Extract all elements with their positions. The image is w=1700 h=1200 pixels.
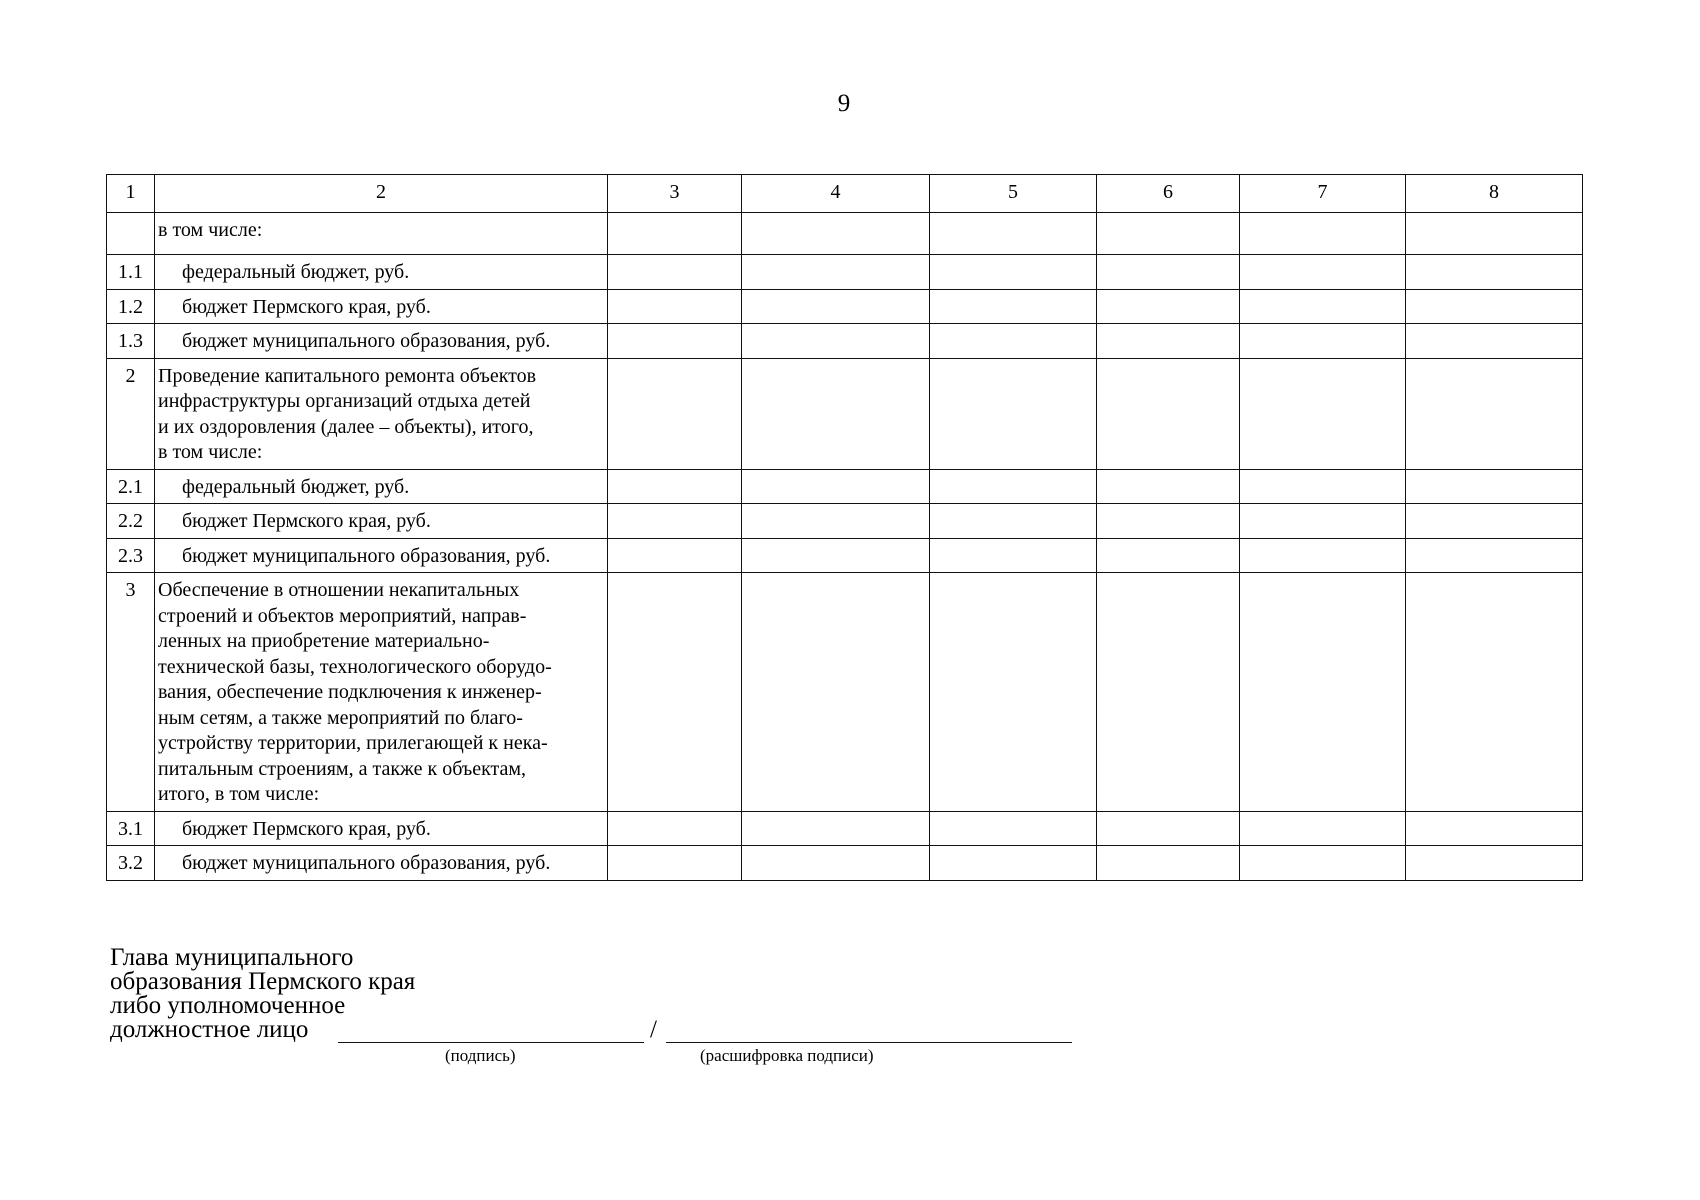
value-cell[interactable] xyxy=(608,324,742,359)
row-number-cell: 2.3 xyxy=(107,538,155,573)
value-cell[interactable] xyxy=(1240,289,1406,324)
value-cell[interactable] xyxy=(742,213,930,255)
row-description-cell: бюджет Пермского края, руб. xyxy=(155,504,608,539)
description-line: строений и объектов мероприятий, направ- xyxy=(158,604,527,627)
value-cell[interactable] xyxy=(1097,324,1240,359)
signature-title-line: либо уполномоченное xyxy=(110,992,346,1019)
description-line: устройству территории, прилегающей к нека- xyxy=(158,732,548,754)
value-cell[interactable] xyxy=(930,255,1097,290)
row-number-cell: 3 xyxy=(107,573,155,812)
row-description-cell: в том числе: xyxy=(155,213,608,255)
value-cell[interactable] xyxy=(608,289,742,324)
row-description-cell: бюджет муниципального образования, руб. xyxy=(155,846,608,881)
value-cell[interactable] xyxy=(608,358,742,469)
signature-decoding-caption: (расшифровка подписи) xyxy=(700,1046,874,1065)
value-cell[interactable] xyxy=(1097,811,1240,846)
value-cell[interactable] xyxy=(930,538,1097,573)
value-cell[interactable] xyxy=(1097,289,1240,324)
table-row xyxy=(107,573,1583,812)
value-cell[interactable] xyxy=(930,469,1097,504)
value-cell[interactable] xyxy=(1406,538,1583,573)
row-number-cell: 1.3 xyxy=(107,324,155,359)
description-line: и их оздоровления (далее – объекты), итого, xyxy=(158,415,534,438)
value-cell[interactable] xyxy=(930,324,1097,359)
value-cell[interactable] xyxy=(930,289,1097,324)
value-cell[interactable] xyxy=(1097,358,1240,469)
value-cell[interactable] xyxy=(1406,846,1583,881)
description-line: вания, обеспечение подключения к инженер- xyxy=(158,681,542,703)
value-cell[interactable] xyxy=(1240,538,1406,573)
signature-line[interactable] xyxy=(338,1042,644,1043)
signature-title-line: Глава муниципального xyxy=(110,944,354,971)
header-cell: 8 xyxy=(1406,175,1583,213)
value-cell[interactable] xyxy=(1097,504,1240,539)
value-cell[interactable] xyxy=(742,504,930,539)
value-cell[interactable] xyxy=(1097,538,1240,573)
row-description-cell: бюджет муниципального образования, руб. xyxy=(155,538,608,573)
value-cell[interactable] xyxy=(608,811,742,846)
value-cell[interactable] xyxy=(1240,846,1406,881)
row-number-cell: 2.2 xyxy=(107,504,155,539)
value-cell[interactable] xyxy=(1406,255,1583,290)
row-description-cell xyxy=(155,358,608,469)
value-cell[interactable] xyxy=(608,213,742,255)
row-description-cell: бюджет муниципального образования, руб. xyxy=(155,324,608,359)
budget-table xyxy=(106,174,1583,881)
row-description-cell: бюджет Пермского края, руб. xyxy=(155,811,608,846)
value-cell[interactable] xyxy=(1240,255,1406,290)
value-cell[interactable] xyxy=(930,846,1097,881)
table-row xyxy=(107,469,1583,504)
header-cell: 3 xyxy=(608,175,742,213)
value-cell[interactable] xyxy=(608,255,742,290)
value-cell[interactable] xyxy=(742,573,930,812)
value-cell[interactable] xyxy=(742,289,930,324)
value-cell[interactable] xyxy=(930,358,1097,469)
value-cell[interactable] xyxy=(608,573,742,812)
value-cell[interactable] xyxy=(1240,469,1406,504)
row-number-cell: 1.2 xyxy=(107,289,155,324)
value-cell[interactable] xyxy=(930,504,1097,539)
signature-caption: (подпись) xyxy=(445,1046,516,1065)
description-line: питальным строениям, а также к объектам, xyxy=(158,757,527,780)
row-number-cell: 2.1 xyxy=(107,469,155,504)
table-row xyxy=(107,324,1583,359)
value-cell[interactable] xyxy=(1097,573,1240,812)
description-line: в том числе: xyxy=(158,441,263,463)
row-description-cell xyxy=(155,573,608,812)
row-number-cell: 2 xyxy=(107,358,155,469)
row-number-cell: 3.1 xyxy=(107,811,155,846)
value-cell[interactable] xyxy=(1240,811,1406,846)
header-cell: 6 xyxy=(1097,175,1240,213)
value-cell[interactable] xyxy=(608,846,742,881)
description-line: технической базы, технологического оборудо- xyxy=(158,655,552,678)
value-cell[interactable] xyxy=(930,573,1097,812)
value-cell[interactable] xyxy=(742,846,930,881)
header-cell: 5 xyxy=(930,175,1097,213)
page-number: 9 xyxy=(837,90,851,117)
row-description-cell: федеральный бюджет, руб. xyxy=(155,255,608,290)
value-cell[interactable] xyxy=(608,469,742,504)
value-cell[interactable] xyxy=(930,213,1097,255)
header-cell: 1 xyxy=(107,175,155,213)
value-cell[interactable] xyxy=(1406,504,1583,539)
description-line: ным сетям, а также мероприятий по благо- xyxy=(158,706,523,729)
value-cell[interactable] xyxy=(742,324,930,359)
table-row xyxy=(107,213,1583,255)
value-cell[interactable] xyxy=(1240,358,1406,469)
value-cell[interactable] xyxy=(1406,289,1583,324)
header-cell: 2 xyxy=(155,175,608,213)
description-line: Обеспечение в отношении некапитальных xyxy=(158,579,520,601)
value-cell[interactable] xyxy=(1406,811,1583,846)
table-row xyxy=(107,846,1583,881)
signature-title-line: образования Пермского края xyxy=(110,968,416,995)
row-number-cell xyxy=(107,213,155,255)
value-cell[interactable] xyxy=(1406,469,1583,504)
value-cell[interactable] xyxy=(1097,255,1240,290)
table-row xyxy=(107,538,1583,573)
row-number-cell: 3.2 xyxy=(107,846,155,881)
value-cell[interactable] xyxy=(608,538,742,573)
value-cell[interactable] xyxy=(742,255,930,290)
signature-slash: / xyxy=(650,1016,657,1043)
table-row xyxy=(107,811,1583,846)
value-cell[interactable] xyxy=(742,469,930,504)
value-cell[interactable] xyxy=(1240,213,1406,255)
value-cell[interactable] xyxy=(1406,213,1583,255)
row-description-cell: федеральный бюджет, руб. xyxy=(155,469,608,504)
value-cell[interactable] xyxy=(1406,358,1583,469)
table-header-row xyxy=(107,175,1583,213)
value-cell[interactable] xyxy=(1240,324,1406,359)
signature-title-last-line: должностное лицо xyxy=(110,1016,309,1043)
description-line: итого, в том числе: xyxy=(158,783,320,805)
header-cell: 7 xyxy=(1240,175,1406,213)
value-cell[interactable] xyxy=(1240,504,1406,539)
value-cell[interactable] xyxy=(930,811,1097,846)
value-cell[interactable] xyxy=(1406,324,1583,359)
description-line: инфраструктуры организаций отдыха детей xyxy=(158,390,531,412)
table-row xyxy=(107,358,1583,469)
signature-decoding-line[interactable] xyxy=(666,1042,1072,1043)
description-line: ленных на приобретение материально- xyxy=(158,630,490,652)
table-row xyxy=(107,255,1583,290)
value-cell[interactable] xyxy=(742,358,930,469)
value-cell[interactable] xyxy=(1097,846,1240,881)
value-cell[interactable] xyxy=(742,811,930,846)
value-cell[interactable] xyxy=(742,538,930,573)
row-description-cell: бюджет Пермского края, руб. xyxy=(155,289,608,324)
table-row xyxy=(107,504,1583,539)
value-cell[interactable] xyxy=(1240,573,1406,812)
value-cell[interactable] xyxy=(1406,573,1583,812)
table-row xyxy=(107,289,1583,324)
description-line: Проведение капитального ремонта объектов xyxy=(158,364,537,387)
value-cell[interactable] xyxy=(608,504,742,539)
row-number-cell: 1.1 xyxy=(107,255,155,290)
signature-block xyxy=(110,946,1110,1076)
value-cell[interactable] xyxy=(1097,213,1240,255)
value-cell[interactable] xyxy=(1097,469,1240,504)
header-cell: 4 xyxy=(742,175,930,213)
